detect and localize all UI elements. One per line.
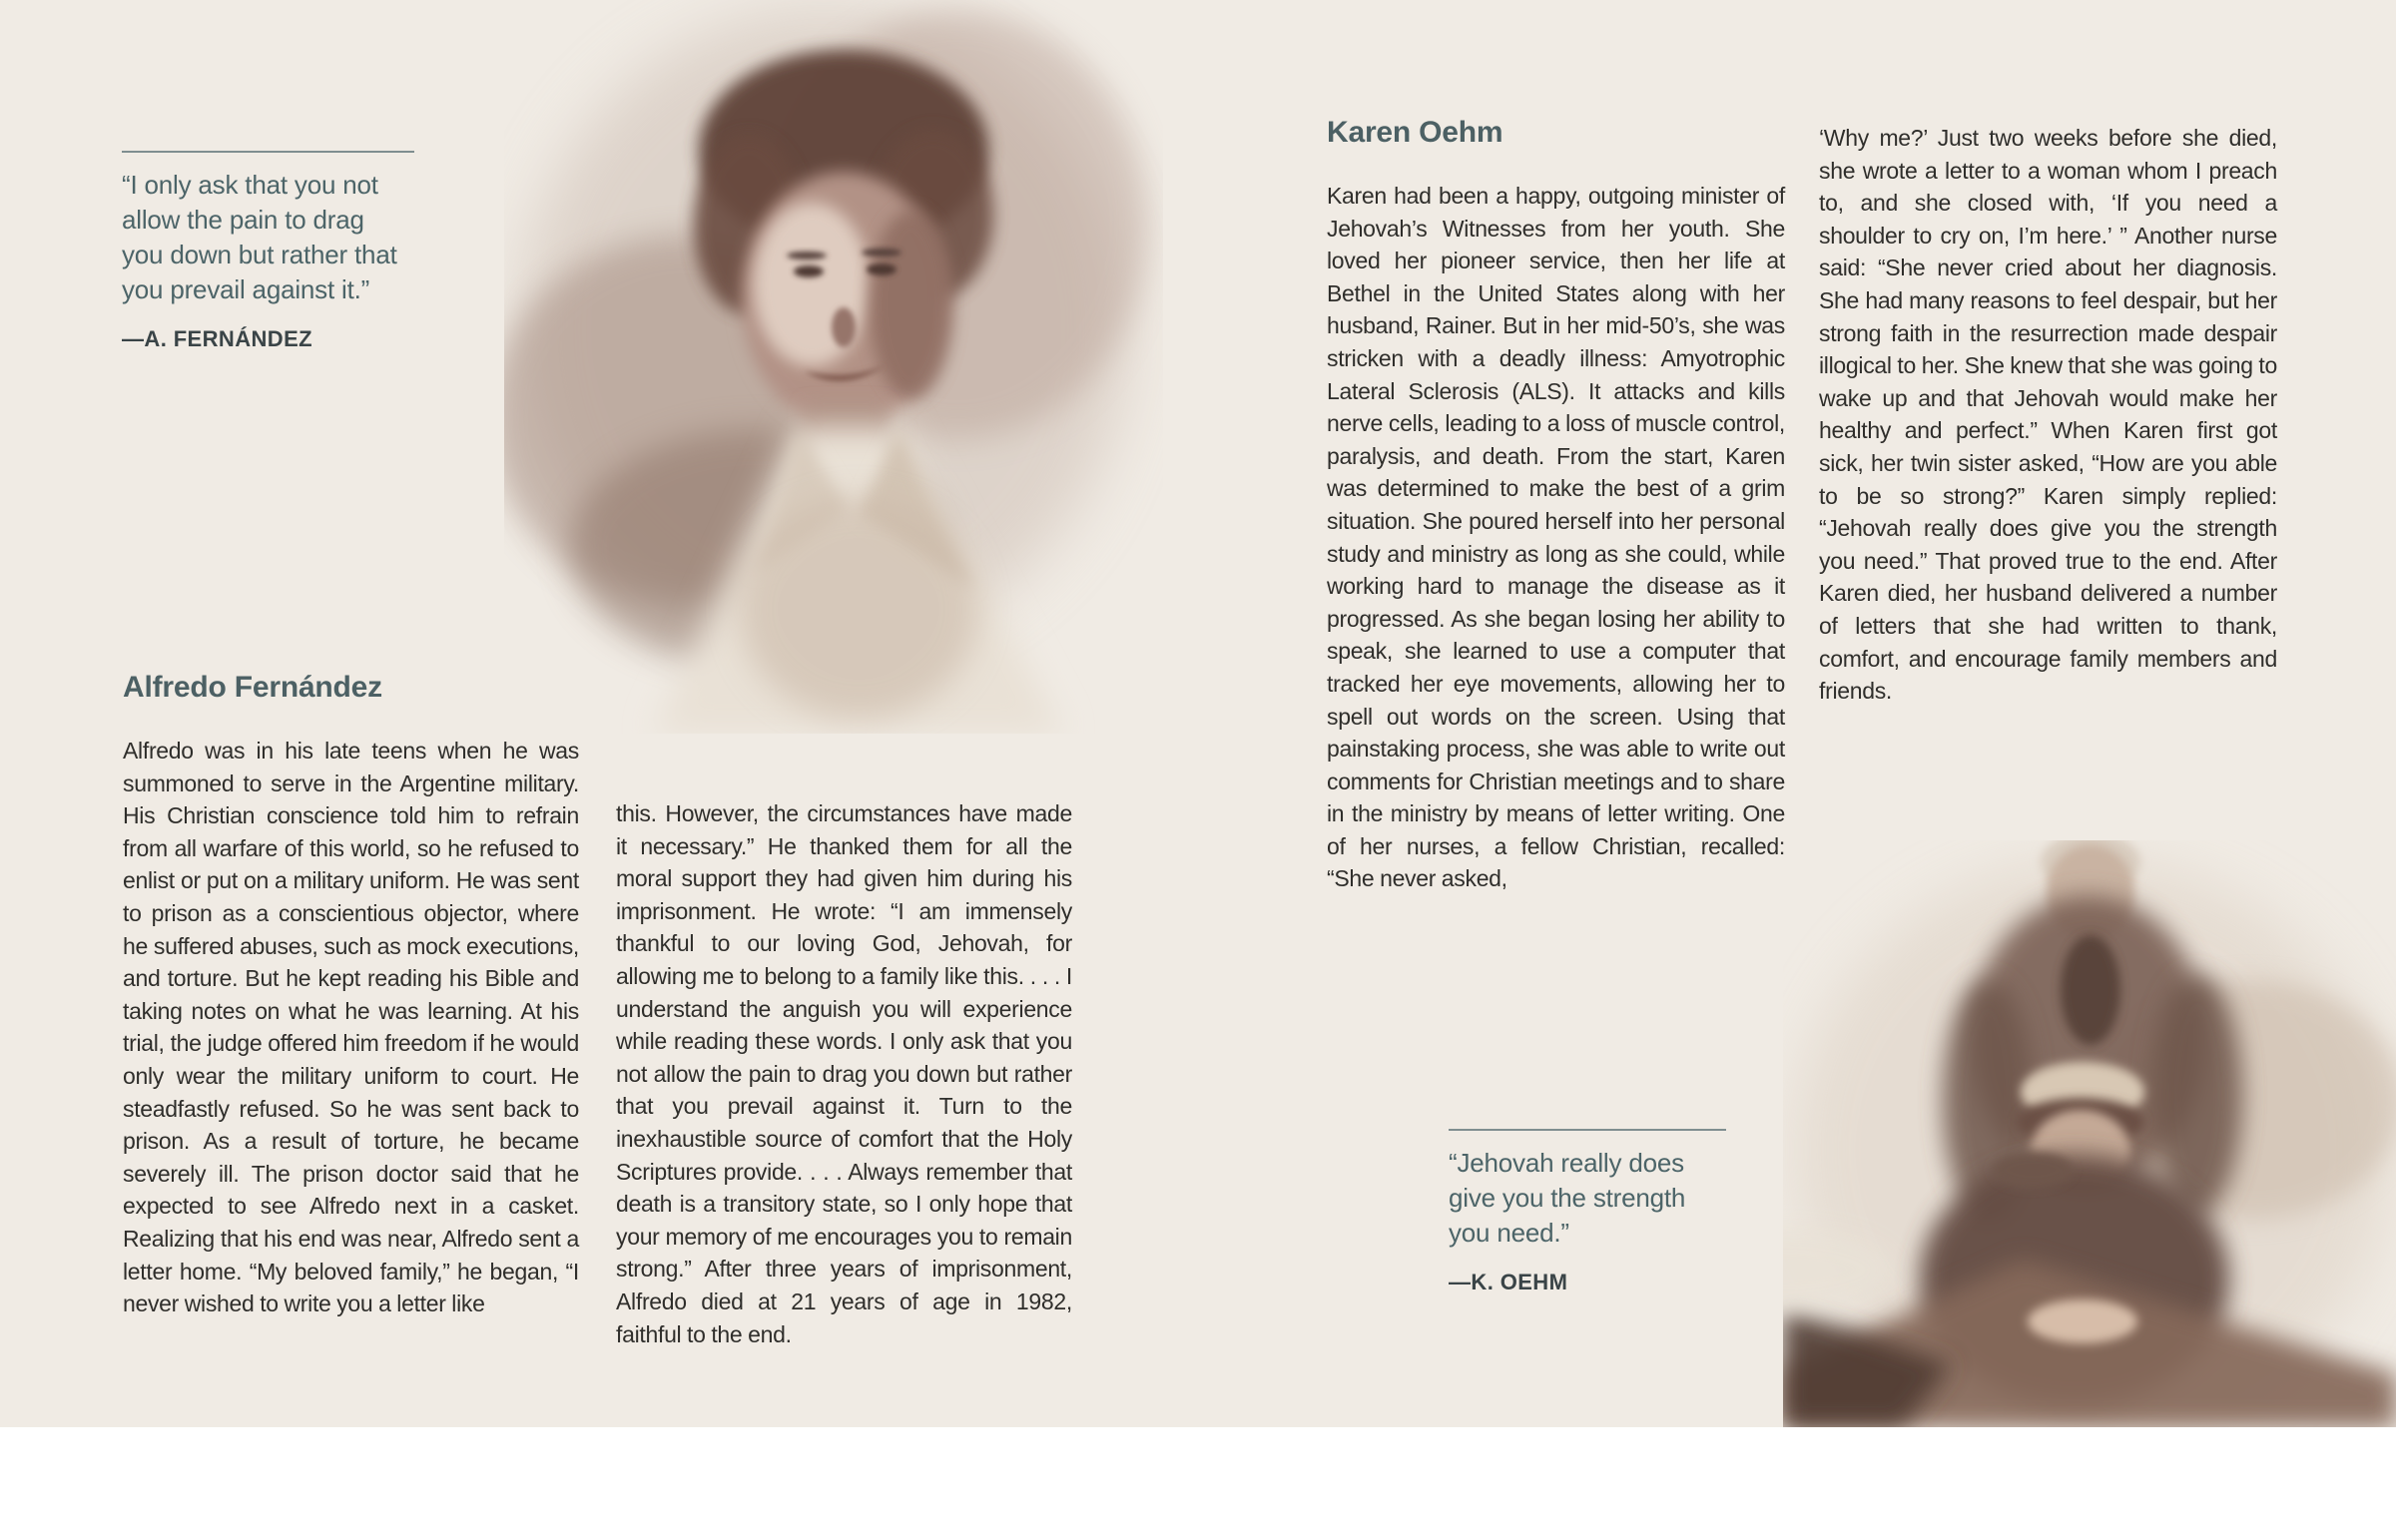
- body-column-karen-1: Karen had been a happy, outgoing minister of Jehovah’s Witnesses from her youth. She loved her pioneer service, then her life at Bethel in the United States along with her husband, Rainer. But in her mid-50’s, she was stricken with a deadly illness: Amyotrophic Lateral Sclerosis (ALS). It attacks and kills nerve cells, leading to a loss of muscle control, paralysis, and death. From the start, Karen was determined to make the best of a grim situation. She poured herself into her personal study and ministry as long as she could, while working hard to manage the disease as it progressed. As she began losing her ability to speak, she learned to use a computer that tracked her eye movements, allowing her to spell out words on the screen. Using that painstaking process, she was able to write out comments for Christian meetings and to share in the ministry by means of letter writing. One of her nurses, a fellow Christian, recalled: “She never asked,: [1327, 183, 1785, 892]
- section-heading-alfredo: Alfredo Fernández: [123, 671, 382, 704]
- bottom-margin-strip: [0, 1427, 2396, 1540]
- section-heading-karen: Karen Oehm: [1327, 116, 1503, 149]
- body-column-alfredo-2: this. However, the circumstances have made it necessary.” He thanked them for all the moral support they had given him during his imprisonment. He wrote: “I am immensely thankful to our loving God, Jehovah, for allowing me to belong to a family like this. . . . I understand the anguish you will experience while reading these words. I only ask that you not allow the pain to drag you down but rather that you prevail against it. Turn to the inexhaustible source of comfort that the Holy Scriptures provide. . . . Always remember that death is a transitory state, so I only hope that your memory of me encourages you to remain strong.” After three years of imprisonment, Alfredo died at 21 years of age in 1982, faithful to the end.: [616, 800, 1072, 1347]
- pull-quote-line: you down but rather that: [122, 240, 397, 269]
- body-column-alfredo-1: Alfredo was in his late teens when he was summoned to serve in the Argentine military. His Christian conscience told him to refrain from all warfare of this world, so he refused to enlist or put on a military uniform. He was sent to prison as a conscientious objector, where he suffered abuses, such as mock executions, and torture. But he kept reading his Bible and taking notes on what he was learning. At his trial, the judge offered him freedom if he would only wear the military uniform to court. He steadfastly refused. So he was sent back to prison. As a result of torture, he became severely ill. The prison doctor said that he expected to see Alfredo next in a casket. Realizing that his end was near, Alfredo sent a letter home. “My beloved family,” he began, “I never wished to write you a letter like: [123, 738, 579, 1317]
- watercolor-portrait-young-man-illustration: [504, 0, 1163, 734]
- pull-quote-line: you prevail against it.”: [122, 274, 370, 304]
- pull-quote-oehm: [1449, 1129, 1728, 1295]
- pull-quote-fernandez: [122, 151, 414, 352]
- pull-quote-attribution: —A. FERNÁNDEZ: [122, 326, 312, 351]
- body-column-karen-2: ‘Why me?’ Just two weeks before she died, she wrote a letter to a woman whom I preach to, and she closed with, ‘If you need a shoulder to cry on, I’m here.’ ” Another nurse said: “She never cried about her diagnosis. She had many reasons to feel despair, but her strong faith in the resurrection made despair illogical to her. She knew that she was going to wake up and that Jehovah would make her healthy and perfect.” When Karen first got sick, her twin sister asked, “How are you able to be so strong?” Karen simply replied: “Jehovah really does give you the strength you need.” That proved true to the end. After Karen died, her husband delivered a number of letters that she had written to thank, comfort, and encourage family members and friends.: [1819, 125, 2277, 705]
- pull-quote-rule: [1449, 1129, 1726, 1131]
- watercolor-elderly-couple-illustration: [1783, 840, 2396, 1427]
- pull-quote-line: “Jehovah really does: [1449, 1148, 1684, 1178]
- pull-quote-rule: [122, 151, 414, 153]
- pull-quote-line: give you the strength: [1449, 1183, 1686, 1213]
- pull-quote-text: [1449, 1146, 1728, 1251]
- pull-quote-attribution: —K. OEHM: [1449, 1270, 1568, 1294]
- pull-quote-text: [122, 168, 414, 307]
- pull-quote-line: you need.”: [1449, 1218, 1569, 1248]
- pull-quote-line: allow the pain to drag: [122, 205, 364, 235]
- pull-quote-line: “I only ask that you not: [122, 170, 378, 200]
